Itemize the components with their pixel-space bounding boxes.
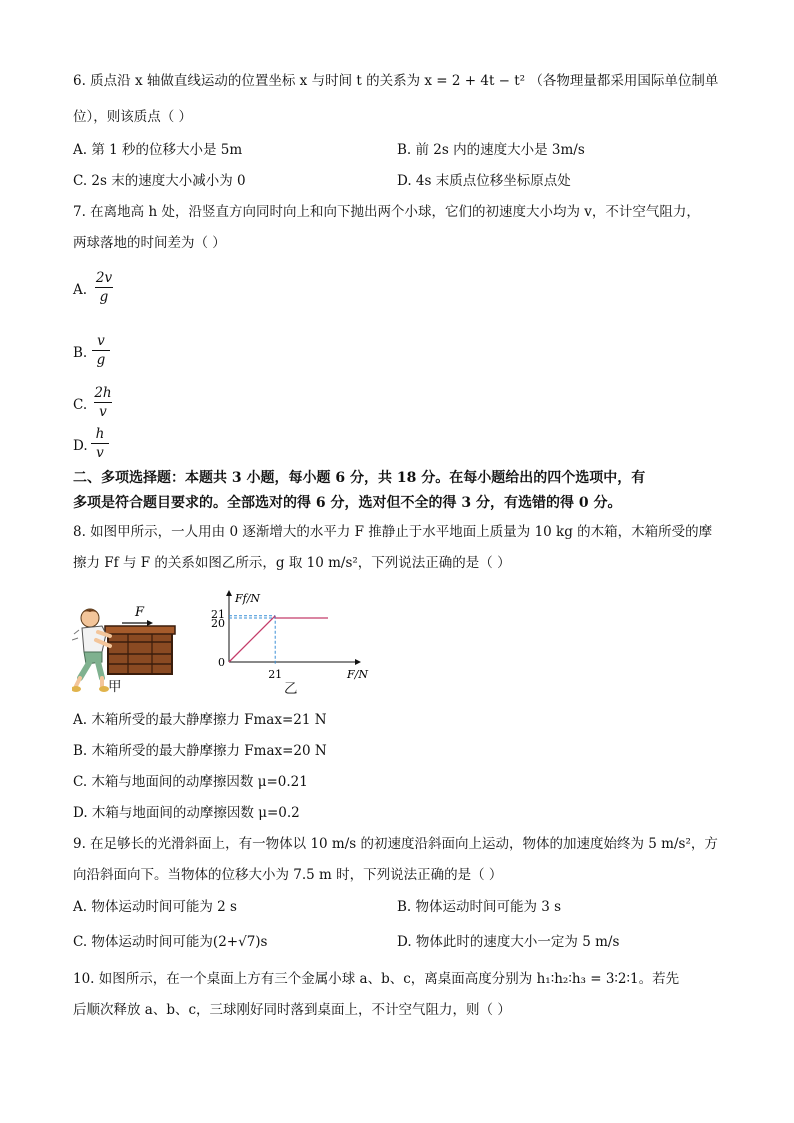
figure-jia-label: 甲 (108, 679, 122, 695)
denominator: g (96, 352, 106, 368)
pushing-crate-figure (72, 604, 182, 696)
denominator: v (96, 445, 104, 461)
q7-option-d-fraction (89, 426, 111, 461)
q7-option-c-label[interactable]: C. (73, 397, 88, 413)
x-axis-arrow (355, 659, 361, 665)
q8-stem-line1: 8. 如图甲所示，一人用由 0 逐渐增大的水平力 F 推静止于水平地面上质量为 10 kg 的木箱，木箱所受的摩 (73, 524, 713, 540)
q8-stem-line2: 擦力 Ff 与 F 的关系如图乙所示，g 取 10 m/s²，下列说法正确的是（ ） (73, 555, 511, 571)
q7-option-d-label[interactable]: D. (73, 438, 88, 454)
denominator: v (99, 404, 107, 420)
q7-option-a-label[interactable]: A. (73, 282, 88, 298)
q6-option-a[interactable]: A. 第 1 秒的位移大小是 5m (73, 142, 243, 158)
q6-option-d[interactable]: D. 4s 末质点位移坐标原点处 (397, 173, 571, 189)
y-axis-label: Ff/N (235, 592, 261, 605)
q6-stem-line2: 位），则该质点（ ） (73, 109, 193, 125)
numerator: 2h (94, 385, 112, 401)
crate-icon (105, 626, 175, 674)
q6-option-b[interactable]: B. 前 2s 内的速度大小是 3m/s (397, 142, 585, 158)
denominator: g (99, 289, 109, 305)
q8-option-b[interactable]: B. 木箱所受的最大静摩擦力 Fmax=20 N (73, 743, 327, 759)
q7-option-b-label[interactable]: B. (73, 345, 88, 361)
q6-option-c[interactable]: C. 2s 末的速度大小减小为 0 (73, 173, 246, 189)
friction-force-chart (205, 588, 370, 688)
q7-stem-line2: 两球落地的时间差为（ ） (73, 235, 226, 251)
q10-stem-line1: 10. 如图所示，在一个桌面上方有三个金属小球 a、b、c，离桌面高度分别为 h₁∶h₂∶h₃ = 3∶2∶1。若先 (73, 971, 680, 987)
q8-option-a[interactable]: A. 木箱所受的最大静摩擦力 Fmax=21 N (73, 712, 327, 728)
series-line-1 (229, 616, 275, 662)
force-label: F (135, 605, 145, 620)
figure-yi-label: 乙 (284, 681, 298, 697)
y-axis-arrow (226, 590, 232, 596)
section2-heading-line2: 多项是符合题目要求的。全部选对的得 6 分，选对但不全的得 3 分，有选错的得 0 分。 (73, 495, 622, 511)
q9-option-b[interactable]: B. 物体运动时间可能为 3 s (397, 899, 562, 915)
q10-stem-line2: 后顺次释放 a、b、c，三球刚好同时落到桌面上，不计空气阻力，则（ ） (73, 1002, 511, 1018)
q9-option-d[interactable]: D. 物体此时的速度大小一定为 5 m/s (397, 934, 620, 950)
y-tick-label: 20 (211, 617, 225, 630)
y-tick-label: 21 (211, 607, 225, 621)
q8-option-d[interactable]: D. 木箱与地面间的动摩擦因数 μ=0.2 (73, 805, 300, 821)
section2-heading-line1: 二、多项选择题：本题共 3 小题，每小题 6 分，共 18 分。在每小题给出的四个选项中，有 (73, 470, 646, 486)
origin-label: 0 (218, 656, 225, 669)
q7-stem-line1: 7. 在离地高 h 处，沿竖直方向同时向上和向下抛出两个小球，它们的初速度大小均为 v，不计空气阻力， (73, 204, 700, 220)
q9-option-c[interactable]: C. 物体运动时间可能为(2+√7)s (73, 934, 268, 950)
q6-stem-line1: 6. 质点沿 x 轴做直线运动的位置坐标 x 与时间 t 的关系为 x = 2 + 4t − t² （各物理量都采用国际单位制单 (73, 73, 719, 89)
q9-stem-line1: 9. 在足够长的光滑斜面上，有一物体以 10 m/s 的初速度沿斜面向上运动，物体的加速度始终为 5 m/s²，方 (73, 836, 718, 852)
q7-option-a-fraction (93, 270, 115, 305)
numerator: v (97, 333, 105, 349)
numerator: 2v (95, 270, 113, 286)
x-axis-label: F/N (347, 668, 368, 681)
x-tick-label: 21 (268, 668, 283, 681)
force-arrow-icon (122, 620, 153, 626)
person-icon (72, 609, 110, 692)
q8-option-c[interactable]: C. 木箱与地面间的动摩擦因数 μ=0.21 (73, 774, 308, 790)
q7-option-c-fraction (92, 385, 114, 420)
q9-option-a[interactable]: A. 物体运动时间可能为 2 s (73, 899, 237, 915)
q9-stem-line2: 向沿斜面向下。当物体的位移大小为 7.5 m 时，下列说法正确的是（ ） (73, 867, 503, 883)
numerator: h (95, 426, 105, 442)
q7-option-b-fraction (90, 333, 112, 368)
